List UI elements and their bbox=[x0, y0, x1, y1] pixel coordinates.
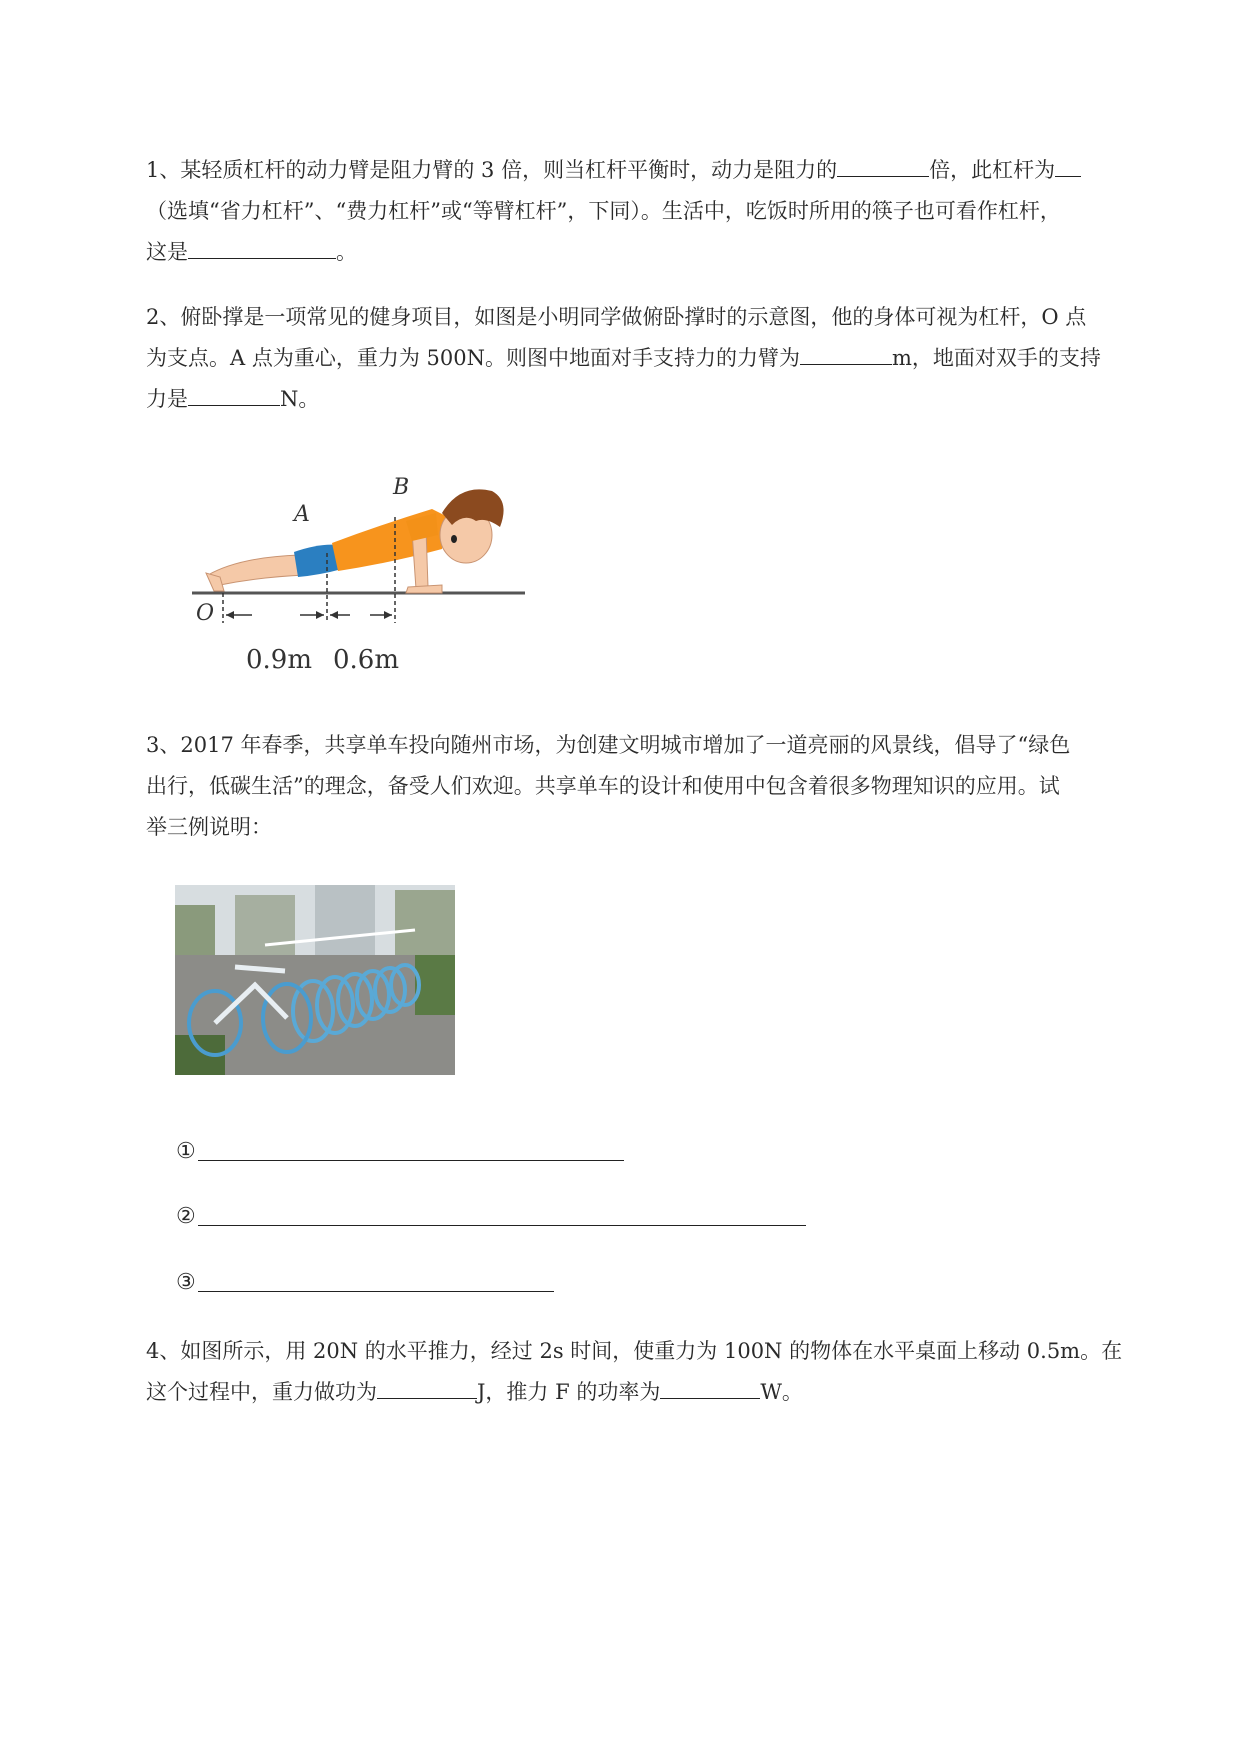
answer-line-1[interactable]: ① bbox=[176, 1137, 196, 1167]
q2-blank-1[interactable] bbox=[800, 342, 892, 365]
pushup-figure bbox=[180, 455, 540, 685]
q1-line-1: 1、某轻质杠杆的动力臂是阻力臂的 3 倍，则当杠杆平衡时，动力是阻力的 倍，此杠杆为 bbox=[146, 150, 1176, 191]
q4-line-2: 这个过程中，重力做功为 J，推力 F 的功率为 W。 bbox=[146, 1372, 1176, 1413]
q1-blank-2[interactable] bbox=[1055, 154, 1081, 177]
q2-blank-2[interactable] bbox=[188, 383, 280, 406]
dist-label-2: 0.6m bbox=[333, 645, 400, 675]
answer-rule-3[interactable] bbox=[198, 1291, 554, 1292]
answer-rule-2[interactable] bbox=[198, 1225, 806, 1226]
q1-line-2: （选填“省力杠杆”、“费力杠杆”或“等臂杠杆”，下同）。生活中，吃饭时所用的筷子也可看作杠杆， bbox=[146, 199, 1061, 223]
dist-label-1: 0.9m bbox=[246, 645, 313, 675]
q3-line-2: 出行，低碳生活”的理念，备受人们欢迎。共享单车的设计和使用中包含着很多物理知识的应用。试 bbox=[146, 774, 1060, 798]
q2-line-3: 力是 N。 bbox=[146, 379, 1176, 420]
q1-blank-3[interactable] bbox=[188, 236, 336, 259]
q4-blank-1[interactable] bbox=[377, 1376, 477, 1399]
shared-bikes-photo bbox=[175, 885, 455, 1075]
label-b: B bbox=[393, 475, 410, 500]
q2-line-2: 为支点。A 点为重心，重力为 500N。则图中地面对手支持力的力臂为 m，地面对双手的支持 bbox=[146, 338, 1176, 379]
label-a: A bbox=[294, 502, 310, 527]
q4-blank-2[interactable] bbox=[660, 1376, 760, 1399]
shared-bikes-illustration bbox=[175, 885, 455, 1075]
q4-line-1: 4、如图所示，用 20N 的水平推力，经过 2s 时间，使重力为 100N 的物体在水平桌面上移动 0.5m。在 bbox=[146, 1339, 1123, 1363]
q2-line-1: 2、俯卧撑是一项常见的健身项目，如图是小明同学做俯卧撑时的示意图，他的身体可视为杠杆，O 点 bbox=[146, 305, 1087, 329]
q3-line-1: 3、2017 年春季，共享单车投向随州市场，为创建文明城市增加了一道亮丽的风景线，倡导了“绿色 bbox=[146, 733, 1071, 757]
q1-line-3: 这是 。 bbox=[146, 232, 1176, 273]
q3-line-3: 举三例说明： bbox=[146, 815, 272, 839]
answer-line-3[interactable]: ③ bbox=[176, 1268, 196, 1298]
label-o: O bbox=[196, 601, 215, 626]
answer-rule-1[interactable] bbox=[198, 1160, 624, 1161]
q1-blank-1[interactable] bbox=[837, 154, 929, 177]
answer-line-2[interactable]: ② bbox=[176, 1202, 196, 1232]
